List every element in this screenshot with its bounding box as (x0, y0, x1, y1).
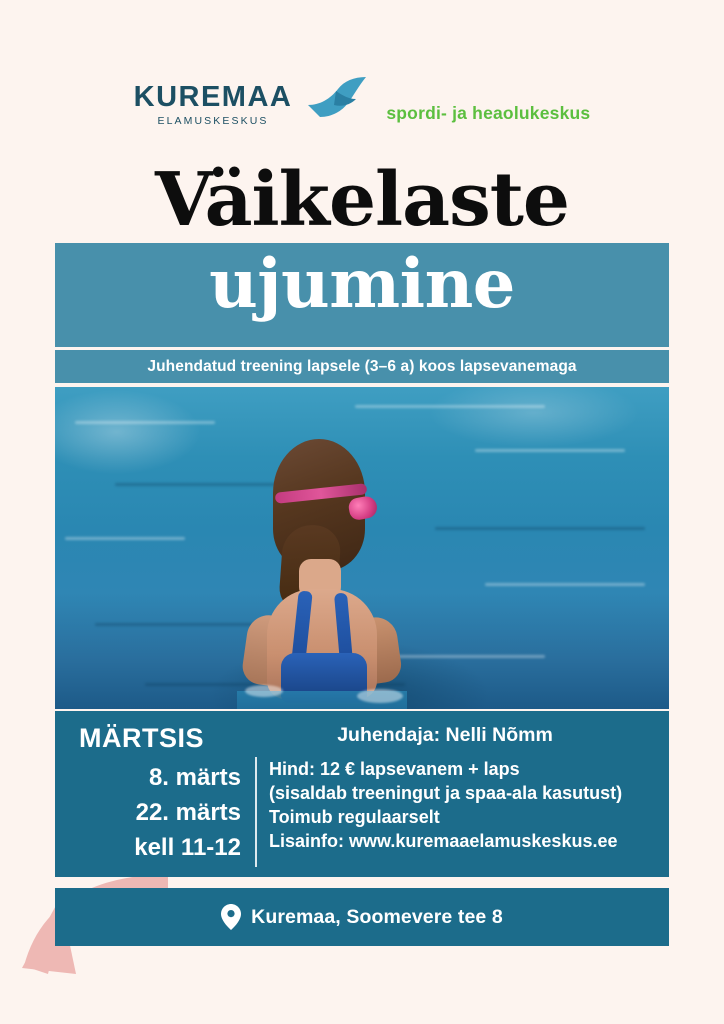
schedule-block (73, 723, 247, 869)
water-ripple (75, 421, 215, 424)
subtitle-band (55, 350, 669, 383)
instructor-name: Juhendaja: Nelli Nõmm (337, 724, 553, 746)
schedule-month: MÄRTSIS (79, 723, 204, 753)
brand-logo (0, 72, 724, 138)
vertical-divider (255, 757, 257, 867)
bird-icon (306, 75, 368, 119)
splash (357, 689, 403, 703)
schedule-date-2: 22. märts (135, 799, 241, 826)
water-ripple (475, 449, 625, 452)
logo-sub-text: ELAMUSKESKUS (157, 115, 269, 128)
schedule-date-1: 8. märts (148, 764, 241, 791)
schedule-time: kell 11-12 (134, 834, 241, 861)
detail-includes: (sisaldab treeningut ja spaa-ala kasutust) (269, 782, 623, 803)
detail-frequency: Toimub regulaarselt (269, 806, 440, 827)
headline-line-1: Väikelaste (154, 157, 570, 243)
info-band (55, 711, 669, 877)
child-figure (237, 439, 407, 699)
water-ripple (485, 583, 645, 586)
water-ripple (435, 527, 645, 530)
brand-tagline: spordi- ja heaolukeskus (386, 102, 591, 123)
location-pin-icon (221, 904, 241, 930)
logo-main-text: KUREMAA (133, 81, 293, 114)
address-band (55, 888, 669, 946)
splash (245, 685, 283, 697)
water-ripple (65, 537, 185, 540)
detail-price: Hind: 12 € lapsevanem + laps (269, 759, 520, 779)
logo-wordmark (134, 83, 293, 127)
details-block (269, 724, 659, 854)
pool-photo (55, 387, 669, 709)
water-ripple (355, 405, 545, 408)
detail-more-info[interactable]: Lisainfo: www.kuremaaelamuskeskus.ee (269, 830, 618, 851)
address-text: Kuremaa, Soomevere tee 8 (251, 905, 503, 928)
headline-line-2: ujumine (209, 244, 515, 323)
subtitle-text: Juhendatud treening lapsele (3–6 a) koos lapsevanemaga (147, 357, 577, 375)
goggles-lens (347, 495, 378, 522)
